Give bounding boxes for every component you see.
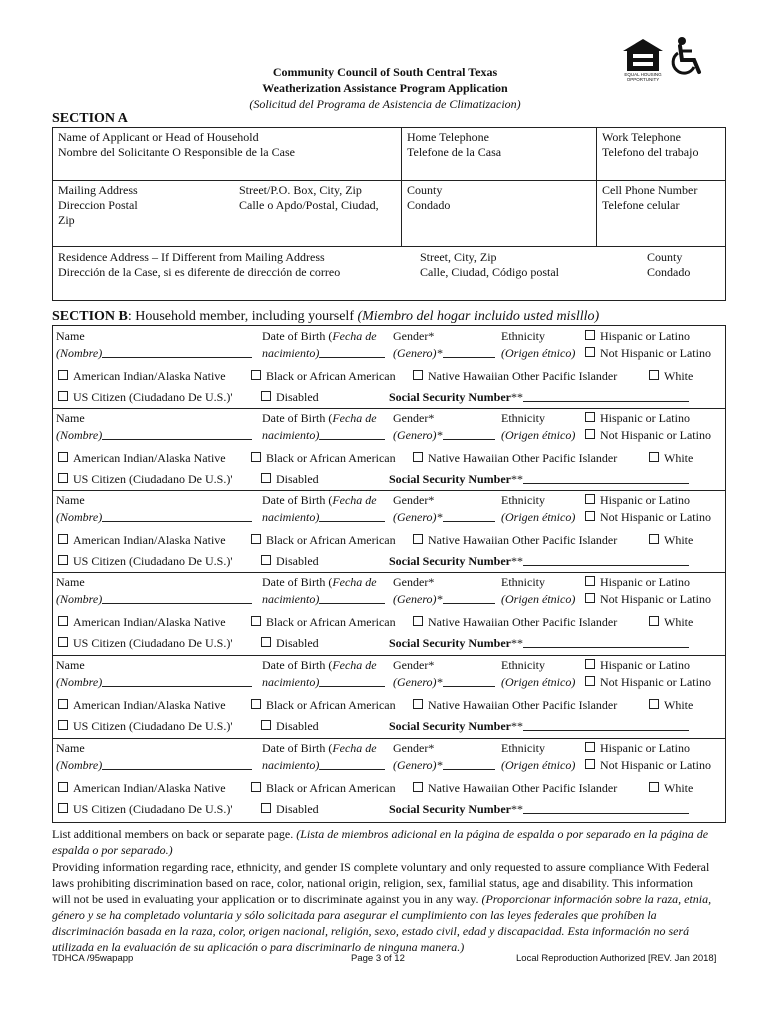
- divider: [596, 127, 597, 246]
- dob-field[interactable]: nacimiento): [262, 428, 385, 443]
- ethnicity-label: Ethnicity: [501, 329, 545, 343]
- american-indian-checkbox[interactable]: American Indian/Alaska Native: [58, 698, 226, 713]
- ethnicity-es-label: (Origen étnico): [501, 758, 576, 772]
- us-citizen-checkbox[interactable]: US Citizen (Ciudadano De U.S.)': [58, 472, 232, 487]
- name-label: Name: [56, 493, 85, 507]
- hispanic-checkbox[interactable]: Hispanic or Latino: [585, 411, 690, 426]
- footer-form-code: TDHCA /95wapapp: [52, 953, 134, 964]
- gender-field[interactable]: (Genero)*: [393, 675, 495, 690]
- american-indian-checkbox[interactable]: American Indian/Alaska Native: [58, 533, 226, 548]
- hawaiian-checkbox[interactable]: Native Hawaiian Other Pacific Islander: [413, 369, 617, 384]
- dob-field[interactable]: nacimiento): [262, 592, 385, 607]
- divider: [52, 180, 725, 181]
- additional-members-note: List additional members on back or separate page. (Lista de miembros adicional en la página de espalda o por separado en la página de espalda o por separado.): [52, 827, 709, 857]
- american-indian-checkbox[interactable]: American Indian/Alaska Native: [58, 451, 226, 466]
- black-checkbox[interactable]: Black or African American: [251, 615, 396, 630]
- work-telephone-label: Work Telephone Telefono del trabajo: [602, 130, 699, 159]
- name-label: Name: [56, 575, 85, 589]
- hispanic-checkbox[interactable]: Hispanic or Latino: [585, 493, 690, 508]
- form-subtitle: (Solicitud del Programa de Asistencia de Climatizacion): [249, 97, 521, 111]
- name-field[interactable]: (Nombre): [56, 592, 252, 607]
- dob-label: Date of Birth (Fecha de: [262, 411, 377, 425]
- cell-phone-label: Cell Phone Number Telefone celular: [602, 183, 698, 212]
- black-checkbox[interactable]: Black or African American: [251, 369, 396, 384]
- gender-field[interactable]: (Genero)*: [393, 510, 495, 525]
- american-indian-checkbox[interactable]: American Indian/Alaska Native: [58, 615, 226, 630]
- disabled-checkbox[interactable]: Disabled: [261, 719, 319, 734]
- equal-housing-logo: [622, 38, 664, 82]
- home-telephone-label: Home Telephone Telefone de la Casa: [407, 130, 502, 159]
- applicant-name-label: Name of Applicant or Head of Household Nombre del Solicitante O Responsible de la Case: [58, 130, 295, 159]
- ethnicity-es-label: (Origen étnico): [501, 592, 576, 606]
- ethnicity-label: Ethnicity: [501, 411, 545, 425]
- name-field[interactable]: (Nombre): [56, 510, 252, 525]
- us-citizen-checkbox[interactable]: US Citizen (Ciudadano De U.S.)': [58, 719, 232, 734]
- dob-field[interactable]: nacimiento): [262, 346, 385, 361]
- county-label: County Condado: [407, 183, 451, 212]
- black-checkbox[interactable]: Black or African American: [251, 451, 396, 466]
- ssn-field[interactable]: Social Security Number**: [389, 390, 689, 405]
- divider: [52, 246, 725, 247]
- dob-field[interactable]: nacimiento): [262, 510, 385, 525]
- ssn-field[interactable]: Social Security Number**: [389, 472, 689, 487]
- gender-label: Gender*: [393, 329, 435, 343]
- ethnicity-label: Ethnicity: [501, 741, 545, 755]
- member-divider: [52, 572, 725, 573]
- white-checkbox[interactable]: White: [649, 369, 693, 384]
- privacy-notice: Providing information regarding race, ethnicity, and gender IS complete voluntary and only requested to assure compliance With Federal laws prohibiting discrimination based on race, color, national origin, religion, sex, familial status, age and disability. This information will not be used in evaluating your application or to discriminate against you in any way. (Proporcionar información sobre la raza, etnia, género y se ha completado voluntaria y sólo solicitada para asegurar el cumplimiento con las leyes federales que prohíben la discriminación basada en la raza, color, origen nacional, religión, sexo, estado civil, edad y discapacidad. Esta información no será utilizada en la evaluación de su aplicación o para discriminarlo de ninguna manera.): [52, 860, 712, 954]
- household-member-block-2: [52, 408, 724, 490]
- ethnicity-es-label: (Origen étnico): [501, 675, 576, 689]
- white-checkbox[interactable]: White: [649, 698, 693, 713]
- not-hispanic-checkbox[interactable]: Not Hispanic or Latino: [585, 428, 711, 443]
- disabled-checkbox[interactable]: Disabled: [261, 390, 319, 405]
- form-title: Weatherization Assistance Program Application: [262, 81, 508, 95]
- ethnicity-es-label: (Origen étnico): [501, 428, 576, 442]
- dob-label: Date of Birth (Fecha de: [262, 741, 377, 755]
- not-hispanic-checkbox[interactable]: Not Hispanic or Latino: [585, 758, 711, 773]
- member-divider: [52, 490, 725, 491]
- section-a-heading: SECTION A: [52, 111, 128, 126]
- gender-label: Gender*: [393, 411, 435, 425]
- disabled-checkbox[interactable]: Disabled: [261, 802, 319, 817]
- hispanic-checkbox[interactable]: Hispanic or Latino: [585, 658, 690, 673]
- footer-page-number: Page 3 of 12: [351, 953, 405, 964]
- us-citizen-checkbox[interactable]: US Citizen (Ciudadano De U.S.)': [58, 802, 232, 817]
- household-member-block-3: [52, 490, 724, 572]
- name-label: Name: [56, 658, 85, 672]
- hispanic-checkbox[interactable]: Hispanic or Latino: [585, 741, 690, 756]
- section-b-heading: SECTION B: Household member, including yourself (Miembro del hogar incluido usted mislllo): [52, 309, 600, 324]
- black-checkbox[interactable]: Black or African American: [251, 781, 396, 796]
- american-indian-checkbox[interactable]: American Indian/Alaska Native: [58, 781, 226, 796]
- not-hispanic-checkbox[interactable]: Not Hispanic or Latino: [585, 592, 711, 607]
- ethnicity-es-label: (Origen étnico): [501, 346, 576, 360]
- gender-field[interactable]: (Genero)*: [393, 346, 495, 361]
- residence-county-label: County Condado: [647, 250, 691, 279]
- org-name: Community Council of South Central Texas: [272, 65, 498, 79]
- us-citizen-checkbox[interactable]: US Citizen (Ciudadano De U.S.)': [58, 554, 232, 569]
- us-citizen-checkbox[interactable]: US Citizen (Ciudadano De U.S.)': [58, 390, 232, 405]
- gender-label: Gender*: [393, 741, 435, 755]
- dob-label: Date of Birth (Fecha de: [262, 493, 377, 507]
- member-divider: [52, 738, 725, 739]
- member-divider: [52, 655, 725, 656]
- footer-reproduction: Local Reproduction Authorized [REV. Jan 2018]: [516, 953, 717, 964]
- not-hispanic-checkbox[interactable]: Not Hispanic or Latino: [585, 346, 711, 361]
- accessibility-icon: [670, 36, 706, 76]
- dob-label: Date of Birth (Fecha de: [262, 575, 377, 589]
- mailing-address-label: Mailing Address Direccion Postal Zip: [58, 183, 138, 227]
- ssn-field[interactable]: Social Security Number**: [389, 719, 689, 734]
- ethnicity-es-label: (Origen étnico): [501, 510, 576, 524]
- hawaiian-checkbox[interactable]: Native Hawaiian Other Pacific Islander: [413, 533, 617, 548]
- black-checkbox[interactable]: Black or African American: [251, 533, 396, 548]
- hawaiian-checkbox[interactable]: Native Hawaiian Other Pacific Islander: [413, 451, 617, 466]
- name-field[interactable]: (Nombre): [56, 428, 252, 443]
- ethnicity-label: Ethnicity: [501, 575, 545, 589]
- eho-text: EQUAL HOUSING OPPORTUNITY: [624, 72, 662, 82]
- street-label: Street/P.O. Box, City, Zip Calle o Apdo/Postal, Ciudad,: [239, 183, 379, 212]
- hispanic-checkbox[interactable]: Hispanic or Latino: [585, 329, 690, 344]
- name-label: Name: [56, 741, 85, 755]
- hawaiian-checkbox[interactable]: Native Hawaiian Other Pacific Islander: [413, 615, 617, 630]
- white-checkbox[interactable]: White: [649, 781, 693, 796]
- equal-housing-icon: [622, 38, 664, 72]
- dob-label: Date of Birth (Fecha de: [262, 329, 377, 343]
- us-citizen-checkbox[interactable]: US Citizen (Ciudadano De U.S.)': [58, 636, 232, 651]
- gender-label: Gender*: [393, 493, 435, 507]
- not-hispanic-checkbox[interactable]: Not Hispanic or Latino: [585, 510, 711, 525]
- ethnicity-label: Ethnicity: [501, 658, 545, 672]
- hispanic-checkbox[interactable]: Hispanic or Latino: [585, 575, 690, 590]
- dob-label: Date of Birth (Fecha de: [262, 658, 377, 672]
- household-member-block-4: [52, 572, 724, 654]
- gender-label: Gender*: [393, 658, 435, 672]
- white-checkbox[interactable]: White: [649, 615, 693, 630]
- disabled-checkbox[interactable]: Disabled: [261, 554, 319, 569]
- gender-label: Gender*: [393, 575, 435, 589]
- dob-field[interactable]: nacimiento): [262, 758, 385, 773]
- residence-address-label: Residence Address – If Different from Mailing Address Dirección de la Case, si es diferente de dirección de correo: [58, 250, 341, 279]
- white-checkbox[interactable]: White: [649, 533, 693, 548]
- american-indian-checkbox[interactable]: American Indian/Alaska Native: [58, 369, 226, 384]
- gender-field[interactable]: (Genero)*: [393, 592, 495, 607]
- household-member-block-6: [52, 738, 724, 820]
- name-field[interactable]: (Nombre): [56, 675, 252, 690]
- member-divider: [52, 408, 725, 409]
- household-member-block-5: [52, 655, 724, 737]
- name-label: Name: [56, 411, 85, 425]
- name-label: Name: [56, 329, 85, 343]
- ssn-field[interactable]: Social Security Number**: [389, 802, 689, 817]
- name-field[interactable]: (Nombre): [56, 346, 252, 361]
- dob-field[interactable]: nacimiento): [262, 675, 385, 690]
- hawaiian-checkbox[interactable]: Native Hawaiian Other Pacific Islander: [413, 781, 617, 796]
- divider: [401, 127, 402, 246]
- disabled-checkbox[interactable]: Disabled: [261, 636, 319, 651]
- hawaiian-checkbox[interactable]: Native Hawaiian Other Pacific Islander: [413, 698, 617, 713]
- name-field[interactable]: (Nombre): [56, 758, 252, 773]
- residence-street-label: Street, City, Zip Calle, Ciudad, Código postal: [420, 250, 559, 279]
- gender-field[interactable]: (Genero)*: [393, 428, 495, 443]
- black-checkbox[interactable]: Black or African American: [251, 698, 396, 713]
- ssn-field[interactable]: Social Security Number**: [389, 554, 689, 569]
- disabled-checkbox[interactable]: Disabled: [261, 472, 319, 487]
- ethnicity-label: Ethnicity: [501, 493, 545, 507]
- ssn-field[interactable]: Social Security Number**: [389, 636, 689, 651]
- not-hispanic-checkbox[interactable]: Not Hispanic or Latino: [585, 675, 711, 690]
- white-checkbox[interactable]: White: [649, 451, 693, 466]
- gender-field[interactable]: (Genero)*: [393, 758, 495, 773]
- household-member-block-1: [52, 326, 724, 408]
